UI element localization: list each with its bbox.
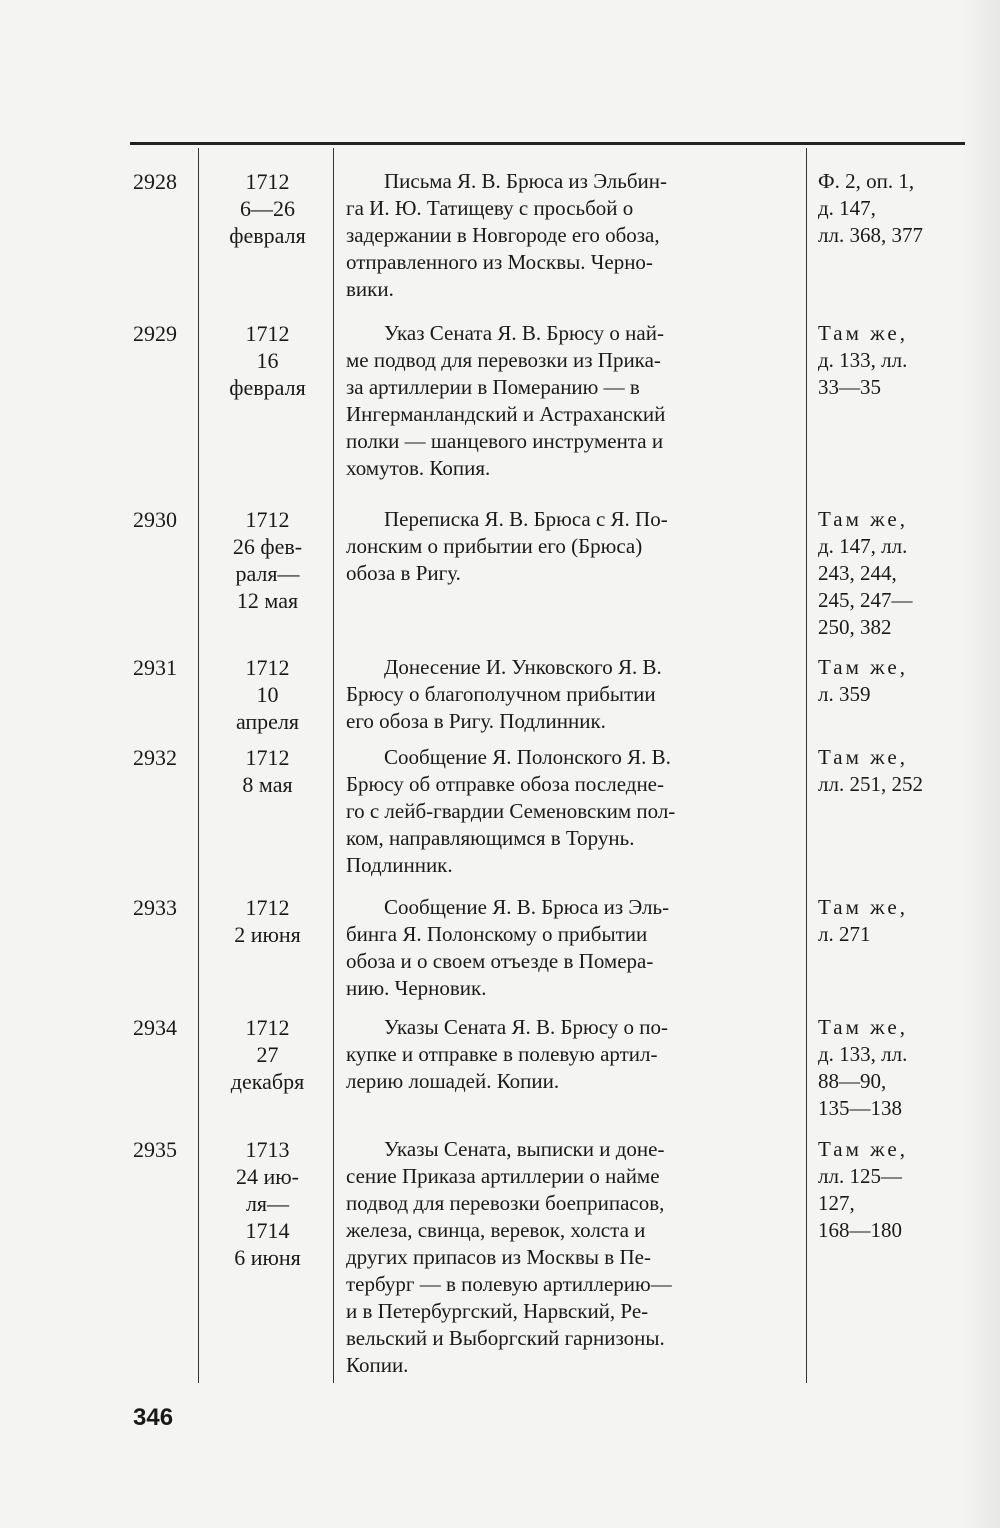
page-number: 346	[133, 1404, 174, 1431]
entry-description: Сообщение Я. Полонского Я. В. Брюсу об отправке обоза последне- го с лейб-гвардии Семеновским пол- ком, направляющимся в Торунь. Подлинник.	[346, 745, 676, 877]
entry-reference: Там же, д. 133, лл. 88—90, 135—138	[818, 1015, 908, 1120]
entry-number: 2932	[133, 745, 177, 770]
entry-number: 2928	[133, 169, 177, 194]
table-top-rule	[130, 142, 965, 145]
entry-reference: Там же, лл. 251, 252	[818, 745, 923, 796]
entry-number: 2933	[133, 895, 177, 920]
entry-date: 1713 24 ию- ля— 1714 6 июня	[234, 1137, 301, 1270]
entry-description: Указы Сената, выписки и доне- сение Приказа артиллерии о найме подвод для перевозки боеприпасов, железа, свинца, веревок, холста и других припасов из Москвы в Пе- тербург — в полевую артиллерию— и в Петербургский, Нарвский, Ре- вельский и Выборгский гарнизоны. Копии.	[346, 1137, 672, 1377]
entry-description: Переписка Я. В. Брюса с Я. По- лонским о прибытии его (Брюса) обоза в Ригу.	[346, 507, 668, 585]
entry-number: 2929	[133, 321, 177, 346]
entry-number: 2931	[133, 655, 177, 680]
column-divider	[806, 148, 807, 1383]
entry-date: 1712 27 декабря	[230, 1015, 305, 1094]
entry-reference: Ф. 2, оп. 1, д. 147, лл. 368, 377	[818, 169, 923, 247]
entry-date: 1712 16 февраля	[229, 321, 306, 400]
entry-number: 2935	[133, 1137, 177, 1162]
entry-description: Донесение И. Унковского Я. В. Брюсу о благополучном прибытии его обоза в Ригу. Подлинник.	[346, 655, 662, 733]
entry-description: Сообщение Я. В. Брюса из Эль- бинга Я. Полонскому о прибытии обоза и о своем отъезде в Помера- нию. Черновик.	[346, 895, 670, 1000]
entry-description: Указ Сената Я. В. Брюсу о най- ме подвод для перевозки из Прика- за артиллерии в Померанию — в Ингерманландский и Астраханский полки — шанцевого инструмента и хомутов. Копия.	[346, 321, 666, 480]
column-divider	[198, 148, 199, 1383]
entry-number: 2934	[133, 1015, 177, 1040]
entry-description: Указы Сената Я. В. Брюсу о по- купке и отправке в полевую артил- лерию лошадей. Копии.	[346, 1015, 669, 1093]
entry-date: 1712 6—26 февраля	[229, 169, 306, 248]
entry-number: 2930	[133, 507, 177, 532]
entry-reference: Там же, д. 147, лл. 243, 244, 245, 247— 250, 382	[818, 507, 913, 639]
entry-reference: Там же, лл. 125— 127, 168—180	[818, 1137, 908, 1242]
entry-description: Письма Я. В. Брюса из Эльбин- га И. Ю. Татищеву с просьбой о задержании в Новгороде его обоза, отправленного из Москвы. Черно- вики.	[346, 169, 668, 301]
entry-reference: Там же, л. 359	[818, 655, 908, 706]
entry-date: 1712 26 фев- раля— 12 мая	[232, 507, 303, 613]
entry-date: 1712 2 июня	[234, 895, 301, 947]
entry-reference: Там же, д. 133, лл. 33—35	[818, 321, 908, 399]
entry-reference: Там же, л. 271	[818, 895, 908, 946]
entry-date: 1712 8 мая	[242, 745, 293, 797]
entry-date: 1712 10 апреля	[235, 655, 300, 734]
column-divider	[333, 148, 334, 1383]
